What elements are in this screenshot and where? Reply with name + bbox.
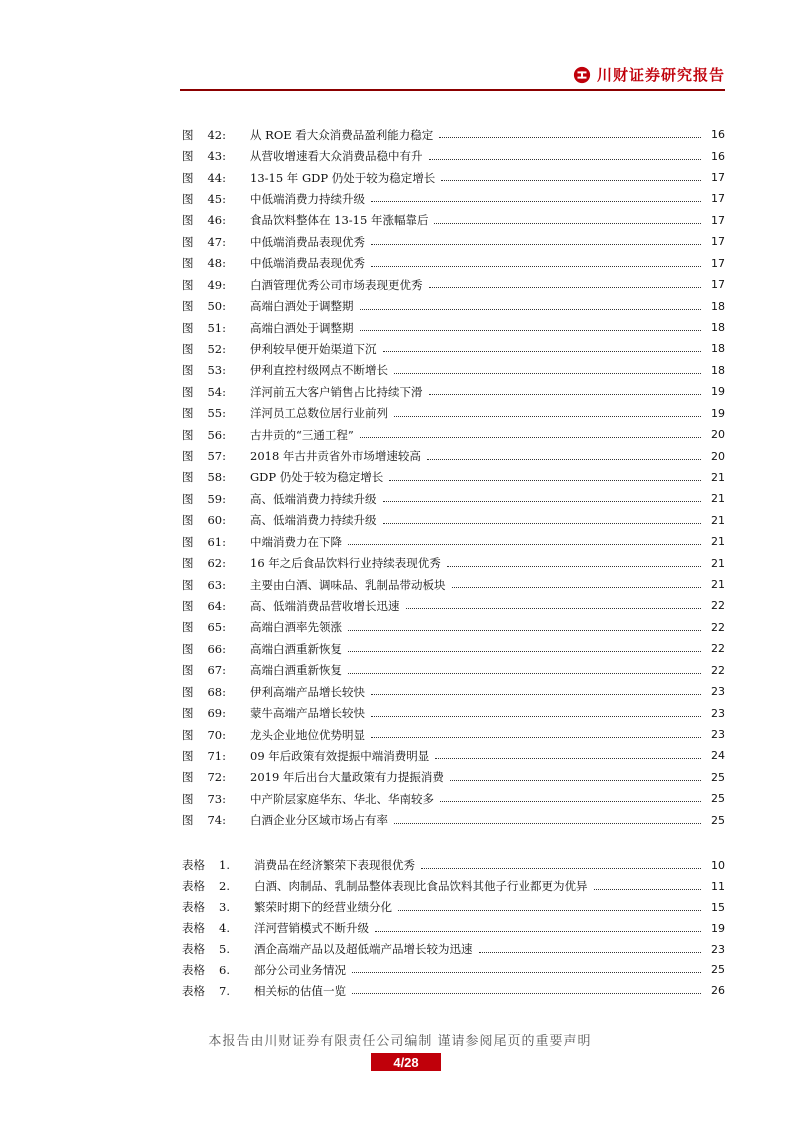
- toc-page-number: 21: [711, 535, 725, 549]
- toc-leader: [348, 651, 701, 652]
- toc-title: 09 年后政策有效提振中端消费明显: [250, 748, 430, 763]
- toc-number: 7.: [219, 983, 230, 998]
- toc-leader: [394, 416, 701, 417]
- figure-list: [182, 124, 725, 831]
- page-indicator: 4/28: [371, 1053, 441, 1071]
- header-rule: [180, 89, 725, 91]
- toc-number: 5.: [219, 942, 230, 956]
- toc-title: 龙头企业地位优势明显: [250, 727, 365, 742]
- toc-title: 中产阶层家庭华东、华北、华南较多: [250, 791, 434, 806]
- toc-page-number: 19: [711, 385, 725, 399]
- toc-label: 图: [182, 170, 194, 185]
- toc-page-number: 22: [711, 642, 725, 656]
- toc-entry[interactable]: [182, 959, 725, 980]
- toc-page-number: 25: [711, 792, 725, 806]
- brand-logo-icon: [573, 66, 591, 84]
- toc-page-number: 22: [711, 620, 725, 634]
- toc-leader: [360, 330, 702, 331]
- toc-leader: [394, 373, 701, 374]
- toc-title: 白酒管理优秀公司市场表现更优秀: [250, 277, 423, 292]
- toc-page-number: 17: [711, 278, 725, 292]
- toc-title: 白酒、肉制品、乳制品整体表现比食品饮料其他子行业都更为优异: [254, 879, 588, 894]
- toc-page-number: 17: [711, 213, 725, 227]
- toc-label: 图: [182, 213, 194, 228]
- toc-number: 45:: [207, 191, 226, 206]
- toc-page-number: 25: [711, 813, 725, 827]
- toc-title: 16 年之后食品饮料行业持续表现优秀: [250, 556, 441, 571]
- toc-title: 从 ROE 看大众消费品盈利能力稳定: [250, 127, 434, 142]
- toc-label: 图: [182, 791, 194, 806]
- toc-page-number: 21: [711, 556, 725, 570]
- toc-label: 表格: [182, 921, 205, 936]
- toc-entry[interactable]: [182, 767, 725, 788]
- toc-number: 50:: [207, 299, 226, 314]
- toc-title: 2019 年后出台大量政策有力提振消费: [250, 770, 444, 785]
- toc-number: 72:: [207, 770, 226, 785]
- toc-leader: [429, 394, 702, 395]
- toc-leader: [427, 459, 701, 460]
- toc-label: 表格: [182, 983, 205, 998]
- toc-page-number: 21: [711, 513, 725, 527]
- toc-entry[interactable]: [182, 939, 725, 960]
- toc-label: 图: [182, 727, 194, 742]
- toc-entry[interactable]: [182, 810, 725, 831]
- toc-title: 中低端消费力持续升级: [250, 191, 365, 206]
- toc-number: 2.: [219, 879, 230, 894]
- toc-page-number: 22: [711, 599, 725, 613]
- disclaimer-note: 本报告由川财证券有限责任公司编制 谨请参阅尾页的重要声明: [208, 1034, 592, 1049]
- toc-title: 中端消费力在下降: [250, 534, 342, 549]
- toc-leader: [348, 673, 701, 674]
- toc-number: 56:: [207, 427, 226, 442]
- toc-page-number: 21: [711, 492, 725, 506]
- toc-entry[interactable]: [182, 788, 725, 809]
- toc-title: 繁荣时期下的经营业绩分化: [254, 900, 392, 915]
- toc-number: 53:: [207, 363, 226, 378]
- toc-number: 4.: [219, 921, 230, 936]
- toc-entry[interactable]: [182, 317, 725, 338]
- toc-label: 图: [182, 534, 194, 549]
- toc-number: 48:: [207, 256, 226, 271]
- toc-leader: [394, 823, 701, 824]
- toc-number: 54:: [207, 384, 226, 399]
- toc-page-number: 18: [711, 363, 725, 377]
- toc-leader: [383, 501, 702, 502]
- toc-label: 图: [182, 256, 194, 271]
- toc-title: 高端白酒重新恢复: [250, 663, 342, 678]
- toc-label: 图: [182, 277, 194, 292]
- toc-page-number: 21: [711, 470, 725, 484]
- toc-label: 表格: [182, 879, 205, 894]
- toc-page-number: 11: [711, 879, 725, 893]
- toc-label: 图: [182, 427, 194, 442]
- toc-number: 52:: [207, 341, 226, 356]
- toc-leader: [371, 266, 701, 267]
- toc-label: 图: [182, 577, 194, 592]
- toc-entry[interactable]: [182, 424, 725, 445]
- toc-label: 图: [182, 149, 194, 164]
- toc-entry[interactable]: [182, 295, 725, 316]
- toc-page-number: 25: [711, 963, 725, 977]
- table-list: [182, 855, 725, 1001]
- toc-leader: [389, 480, 701, 481]
- toc-entry[interactable]: [182, 167, 725, 188]
- toc-label: 图: [182, 384, 194, 399]
- toc-number: 73:: [207, 791, 226, 806]
- toc-number: 62:: [207, 556, 226, 571]
- toc-entry[interactable]: [182, 124, 725, 145]
- toc-leader: [421, 868, 701, 869]
- toc-page-number: 17: [711, 192, 725, 206]
- toc-label: 表格: [182, 962, 205, 977]
- toc-number: 70:: [207, 727, 226, 742]
- toc-number: 65:: [207, 620, 226, 635]
- toc-entry[interactable]: [182, 980, 725, 1001]
- toc-number: 57:: [207, 449, 226, 464]
- toc-label: 表格: [182, 858, 205, 873]
- toc-number: 68:: [207, 684, 226, 699]
- toc-label: 图: [182, 556, 194, 571]
- toc-entry[interactable]: [182, 638, 725, 659]
- toc-label: 图: [182, 127, 194, 142]
- toc-title: 食品饮料整体在 13-15 年涨幅靠后: [250, 213, 429, 228]
- toc-leader: [371, 716, 701, 717]
- toc-label: 图: [182, 406, 194, 421]
- toc-title: 洋河前五大客户销售占比持续下滑: [250, 384, 423, 399]
- toc-entry[interactable]: [182, 188, 725, 209]
- toc-entry[interactable]: [182, 724, 725, 745]
- toc-entry[interactable]: [182, 274, 725, 295]
- toc-title: 伊利较早便开始渠道下沉: [250, 341, 377, 356]
- toc-leader: [348, 630, 701, 631]
- toc-title: 古井贡的“三通工程”: [250, 427, 354, 442]
- toc-page-number: 16: [711, 128, 725, 142]
- toc-label: 图: [182, 641, 194, 656]
- toc-page-number: 23: [711, 942, 725, 956]
- toc-number: 66:: [207, 641, 226, 656]
- toc-number: 43:: [207, 149, 226, 164]
- toc-title: 高、低端消费力持续升级: [250, 491, 377, 506]
- toc-page-number: 17: [711, 235, 725, 249]
- toc-entry[interactable]: [182, 660, 725, 681]
- brand-name: 川财证券研究报告: [596, 66, 725, 84]
- toc-number: 63:: [207, 577, 226, 592]
- toc-title: 中低端消费品表现优秀: [250, 234, 365, 249]
- toc-page-number: 18: [711, 342, 725, 356]
- toc-number: 42:: [207, 127, 226, 142]
- toc-leader: [375, 931, 701, 932]
- toc-leader: [371, 244, 701, 245]
- toc-title: GDP 仍处于较为稳定增长: [250, 470, 384, 485]
- toc-page-number: 15: [711, 900, 725, 914]
- toc-entry[interactable]: [182, 745, 725, 766]
- toc-page-number: 20: [711, 428, 725, 442]
- toc-entry[interactable]: [182, 445, 725, 466]
- toc-number: 47:: [207, 234, 226, 249]
- toc-leader: [441, 180, 701, 181]
- toc-entry[interactable]: [182, 855, 725, 876]
- toc-leader: [439, 137, 701, 138]
- brand: [573, 64, 725, 85]
- toc-title: 高端白酒率先领涨: [250, 620, 342, 635]
- toc-leader: [371, 201, 701, 202]
- toc-number: 67:: [207, 663, 226, 678]
- toc-title: 从营收增速看大众消费品稳中有升: [250, 149, 423, 164]
- toc-title: 高、低端消费品营收增长迅速: [250, 598, 400, 613]
- toc-title: 蒙牛高端产品增长较快: [250, 706, 365, 721]
- toc-leader: [383, 523, 702, 524]
- toc-page-number: 16: [711, 149, 725, 163]
- toc-label: 图: [182, 813, 194, 828]
- toc-title: 伊利高端产品增长较快: [250, 684, 365, 699]
- toc-label: 图: [182, 191, 194, 206]
- toc-title: 部分公司业务情况: [254, 962, 346, 977]
- toc-title: 白酒企业分区域市场占有率: [250, 813, 388, 828]
- toc-label: 图: [182, 320, 194, 335]
- toc-label: 图: [182, 299, 194, 314]
- toc-entry[interactable]: [182, 488, 725, 509]
- toc-leader: [435, 758, 701, 759]
- toc-entry[interactable]: [182, 210, 725, 231]
- toc-entry[interactable]: [182, 510, 725, 531]
- toc-page-number: 26: [711, 984, 725, 998]
- toc-page-number: 17: [711, 256, 725, 270]
- toc-leader: [429, 159, 702, 160]
- toc-leader: [371, 694, 701, 695]
- toc-label: 图: [182, 449, 194, 464]
- toc-label: 图: [182, 470, 194, 485]
- toc-label: 图: [182, 663, 194, 678]
- toc-number: 71:: [207, 748, 226, 763]
- toc-entry[interactable]: [182, 595, 725, 616]
- toc-label: 表格: [182, 942, 205, 956]
- toc-title: 高、低端消费力持续升级: [250, 513, 377, 528]
- toc-entry[interactable]: [182, 574, 725, 595]
- toc-entry[interactable]: [182, 360, 725, 381]
- toc-page-number: 10: [711, 858, 725, 872]
- toc-title: 高端白酒重新恢复: [250, 641, 342, 656]
- toc-label: 表格: [182, 900, 205, 915]
- toc-page-number: 23: [711, 706, 725, 720]
- toc-title: 13-15 年 GDP 仍处于较为稳定增长: [250, 170, 436, 185]
- toc-number: 46:: [207, 213, 226, 228]
- toc-label: 图: [182, 341, 194, 356]
- toc-number: 1.: [219, 858, 230, 873]
- toc-page-number: 21: [711, 578, 725, 592]
- toc-title: 2018 年古井贡省外市场增速较高: [250, 449, 421, 464]
- toc-entry[interactable]: [182, 552, 725, 573]
- toc-leader: [398, 910, 701, 911]
- toc-title: 相关标的估值一览: [254, 983, 346, 998]
- toc-page-number: 25: [711, 770, 725, 784]
- toc-leader: [594, 889, 702, 890]
- toc-number: 58:: [207, 470, 226, 485]
- toc-entry[interactable]: [182, 253, 725, 274]
- toc-entry[interactable]: [182, 381, 725, 402]
- toc-label: 图: [182, 491, 194, 506]
- toc-number: 69:: [207, 706, 226, 721]
- toc-entry[interactable]: [182, 702, 725, 723]
- toc-number: 44:: [207, 170, 226, 185]
- toc-entry[interactable]: [182, 231, 725, 252]
- toc-number: 6.: [219, 962, 230, 977]
- toc-entry[interactable]: [182, 467, 725, 488]
- toc-entry[interactable]: [182, 531, 725, 552]
- toc-title: 主要由白酒、调味品、乳制品带动板块: [250, 577, 446, 592]
- toc-leader: [348, 544, 701, 545]
- toc-page-number: 18: [711, 299, 725, 313]
- toc-number: 61:: [207, 534, 226, 549]
- toc-title: 高端白酒处于调整期: [250, 320, 354, 335]
- toc-page-number: 17: [711, 171, 725, 185]
- toc-leader: [352, 993, 701, 994]
- toc-title: 洋河员工总数位居行业前列: [250, 406, 388, 421]
- toc-leader: [429, 287, 702, 288]
- toc-label: 图: [182, 620, 194, 635]
- toc-number: 55:: [207, 406, 226, 421]
- toc-leader: [360, 309, 702, 310]
- toc-title: 伊利直控村级网点不断增长: [250, 363, 388, 378]
- toc-entry[interactable]: [182, 897, 725, 918]
- toc-title: 高端白酒处于调整期: [250, 299, 354, 314]
- toc-leader: [383, 351, 702, 352]
- toc-entry[interactable]: [182, 876, 725, 897]
- toc-page-number: 20: [711, 449, 725, 463]
- toc-title: 洋河营销模式不断升级: [254, 921, 369, 936]
- toc-entry[interactable]: [182, 681, 725, 702]
- toc-leader: [371, 737, 701, 738]
- toc-entry[interactable]: [182, 617, 725, 638]
- toc-leader: [434, 223, 701, 224]
- toc-page-number: 24: [711, 749, 725, 763]
- toc-number: 64:: [207, 598, 226, 613]
- toc-number: 51:: [207, 320, 226, 335]
- toc-page-number: 23: [711, 685, 725, 699]
- toc-leader: [440, 801, 701, 802]
- toc-label: 图: [182, 363, 194, 378]
- toc-number: 59:: [207, 491, 226, 506]
- report-header: [180, 62, 725, 90]
- toc-leader: [479, 952, 702, 953]
- toc-page-number: 23: [711, 728, 725, 742]
- toc-title: 中低端消费品表现优秀: [250, 256, 365, 271]
- toc-page-number: 22: [711, 663, 725, 677]
- toc-leader: [452, 587, 702, 588]
- toc-entry[interactable]: [182, 145, 725, 166]
- toc-title: 消费品在经济繁荣下表现很优秀: [254, 858, 415, 873]
- toc-label: 图: [182, 234, 194, 249]
- toc-leader: [360, 437, 701, 438]
- toc-number: 49:: [207, 277, 226, 292]
- toc-leader: [447, 566, 701, 567]
- toc-number: 3.: [219, 900, 230, 915]
- toc-entry[interactable]: [182, 402, 725, 423]
- toc-leader: [352, 972, 701, 973]
- toc-page-number: 18: [711, 321, 725, 334]
- toc-number: 60:: [207, 513, 226, 528]
- toc-leader: [450, 780, 701, 781]
- toc-leader: [406, 608, 702, 609]
- toc-number: 74:: [207, 813, 226, 828]
- toc-title: 酒企高端产品以及超低端产品增长较为迅速: [254, 942, 473, 956]
- toc-label: 图: [182, 598, 194, 613]
- toc-label: 图: [182, 748, 194, 763]
- toc-entry[interactable]: [182, 338, 725, 359]
- toc-page-number: 19: [711, 921, 725, 935]
- toc-page-number: 19: [711, 406, 725, 420]
- toc-label: 图: [182, 706, 194, 721]
- toc-label: 图: [182, 770, 194, 785]
- toc-label: 图: [182, 684, 194, 699]
- toc-label: 图: [182, 513, 194, 528]
- toc-entry[interactable]: [182, 918, 725, 939]
